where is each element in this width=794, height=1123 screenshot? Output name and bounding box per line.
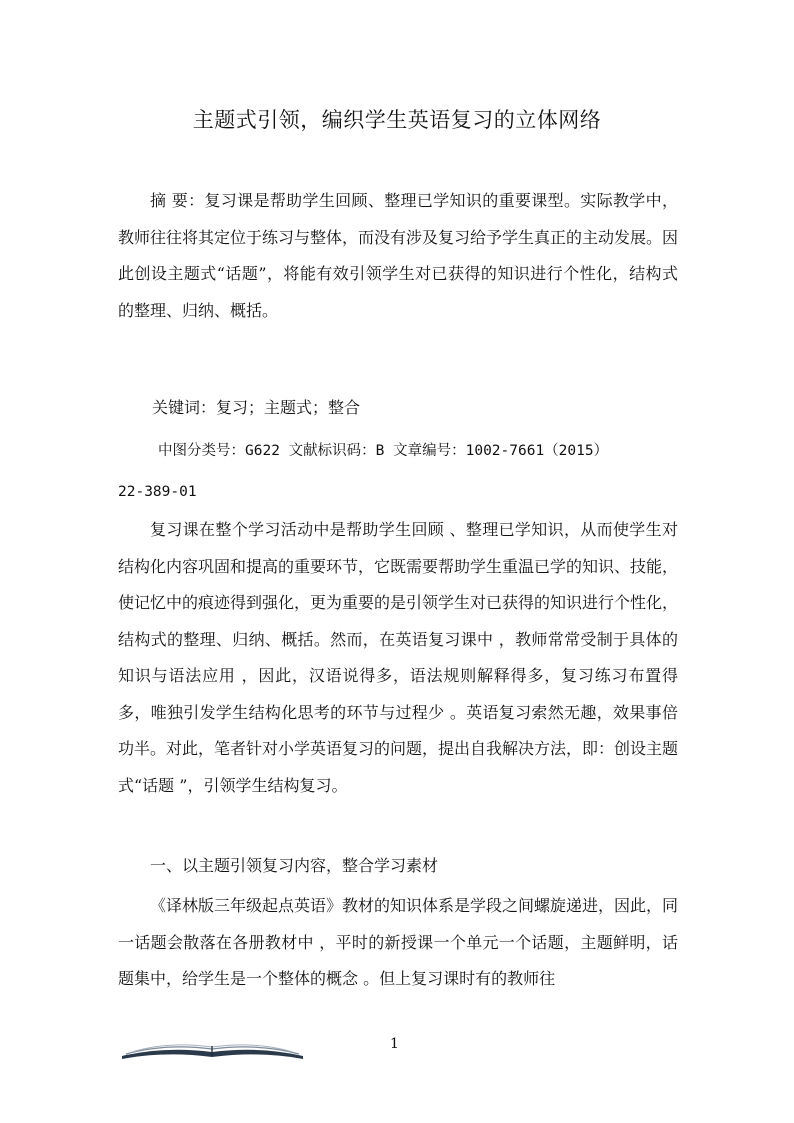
abstract-paragraph: 摘 要：复习课是帮助学生回顾、整理已学知识的重要课型。实际教学中，教师往往将其定位于练习与整体，而没有涉及复习给予学生真正的主动发展。因此创设主题式“话题”，将能有效引领学生对已获得的知识进行个性化，结构式的整理、归纳、概括。 [118, 191, 679, 320]
keywords-line: 关键词：复习；主题式；整合 [152, 398, 361, 417]
classification-line-continued: 22-389-01 [118, 484, 197, 500]
open-book-icon [120, 1040, 305, 1064]
classification-line: 中图分类号：G622 文献标识码：B 文章编号：1002-7661（2015） [158, 443, 609, 459]
body-paragraph: 复习课在整个学习活动中是帮助学生回顾 、整理已学知识，从而使学生对结构化内容巩固和提高的重要环节，它既需要帮助学生重温已学的知识、技能，使记忆中的痕迹得到强化，更为重要的是引领学生对已获得的知识进行个性化，结构式的整理、归纳、概括。然而，在英语复习课中 ，教师常常受制于具体的知识与语法应用 ，因此，汉语说得多，语法规则解释得多，复习练习布置得多，唯独引发学生结构化思考的环节与过程少 。英语复习索然无趣，效果事倍功半。对此，笔者针对小学英语复习的问题，提出自我解决方法，即：创设主题式“话题 ”，引领学生结构复习。 [118, 520, 679, 795]
body-paragraph: 《译林版三年级起点英语》教材的知识体系是学段之间螺旋递进，因此，同一话题会散落在各册教材中 ，平时的新授课一个单元一个话题，主题鲜明，话题集中，给学生是一个整体的概念 。但上复习课时有的教师往 [118, 896, 679, 988]
document-title: 主题式引领，编织学生英语复习的立体网络 [192, 108, 602, 132]
page-number: 1 [390, 1036, 399, 1052]
section-heading: 一、以主题引领复习内容，整合学习素材 [150, 856, 439, 875]
